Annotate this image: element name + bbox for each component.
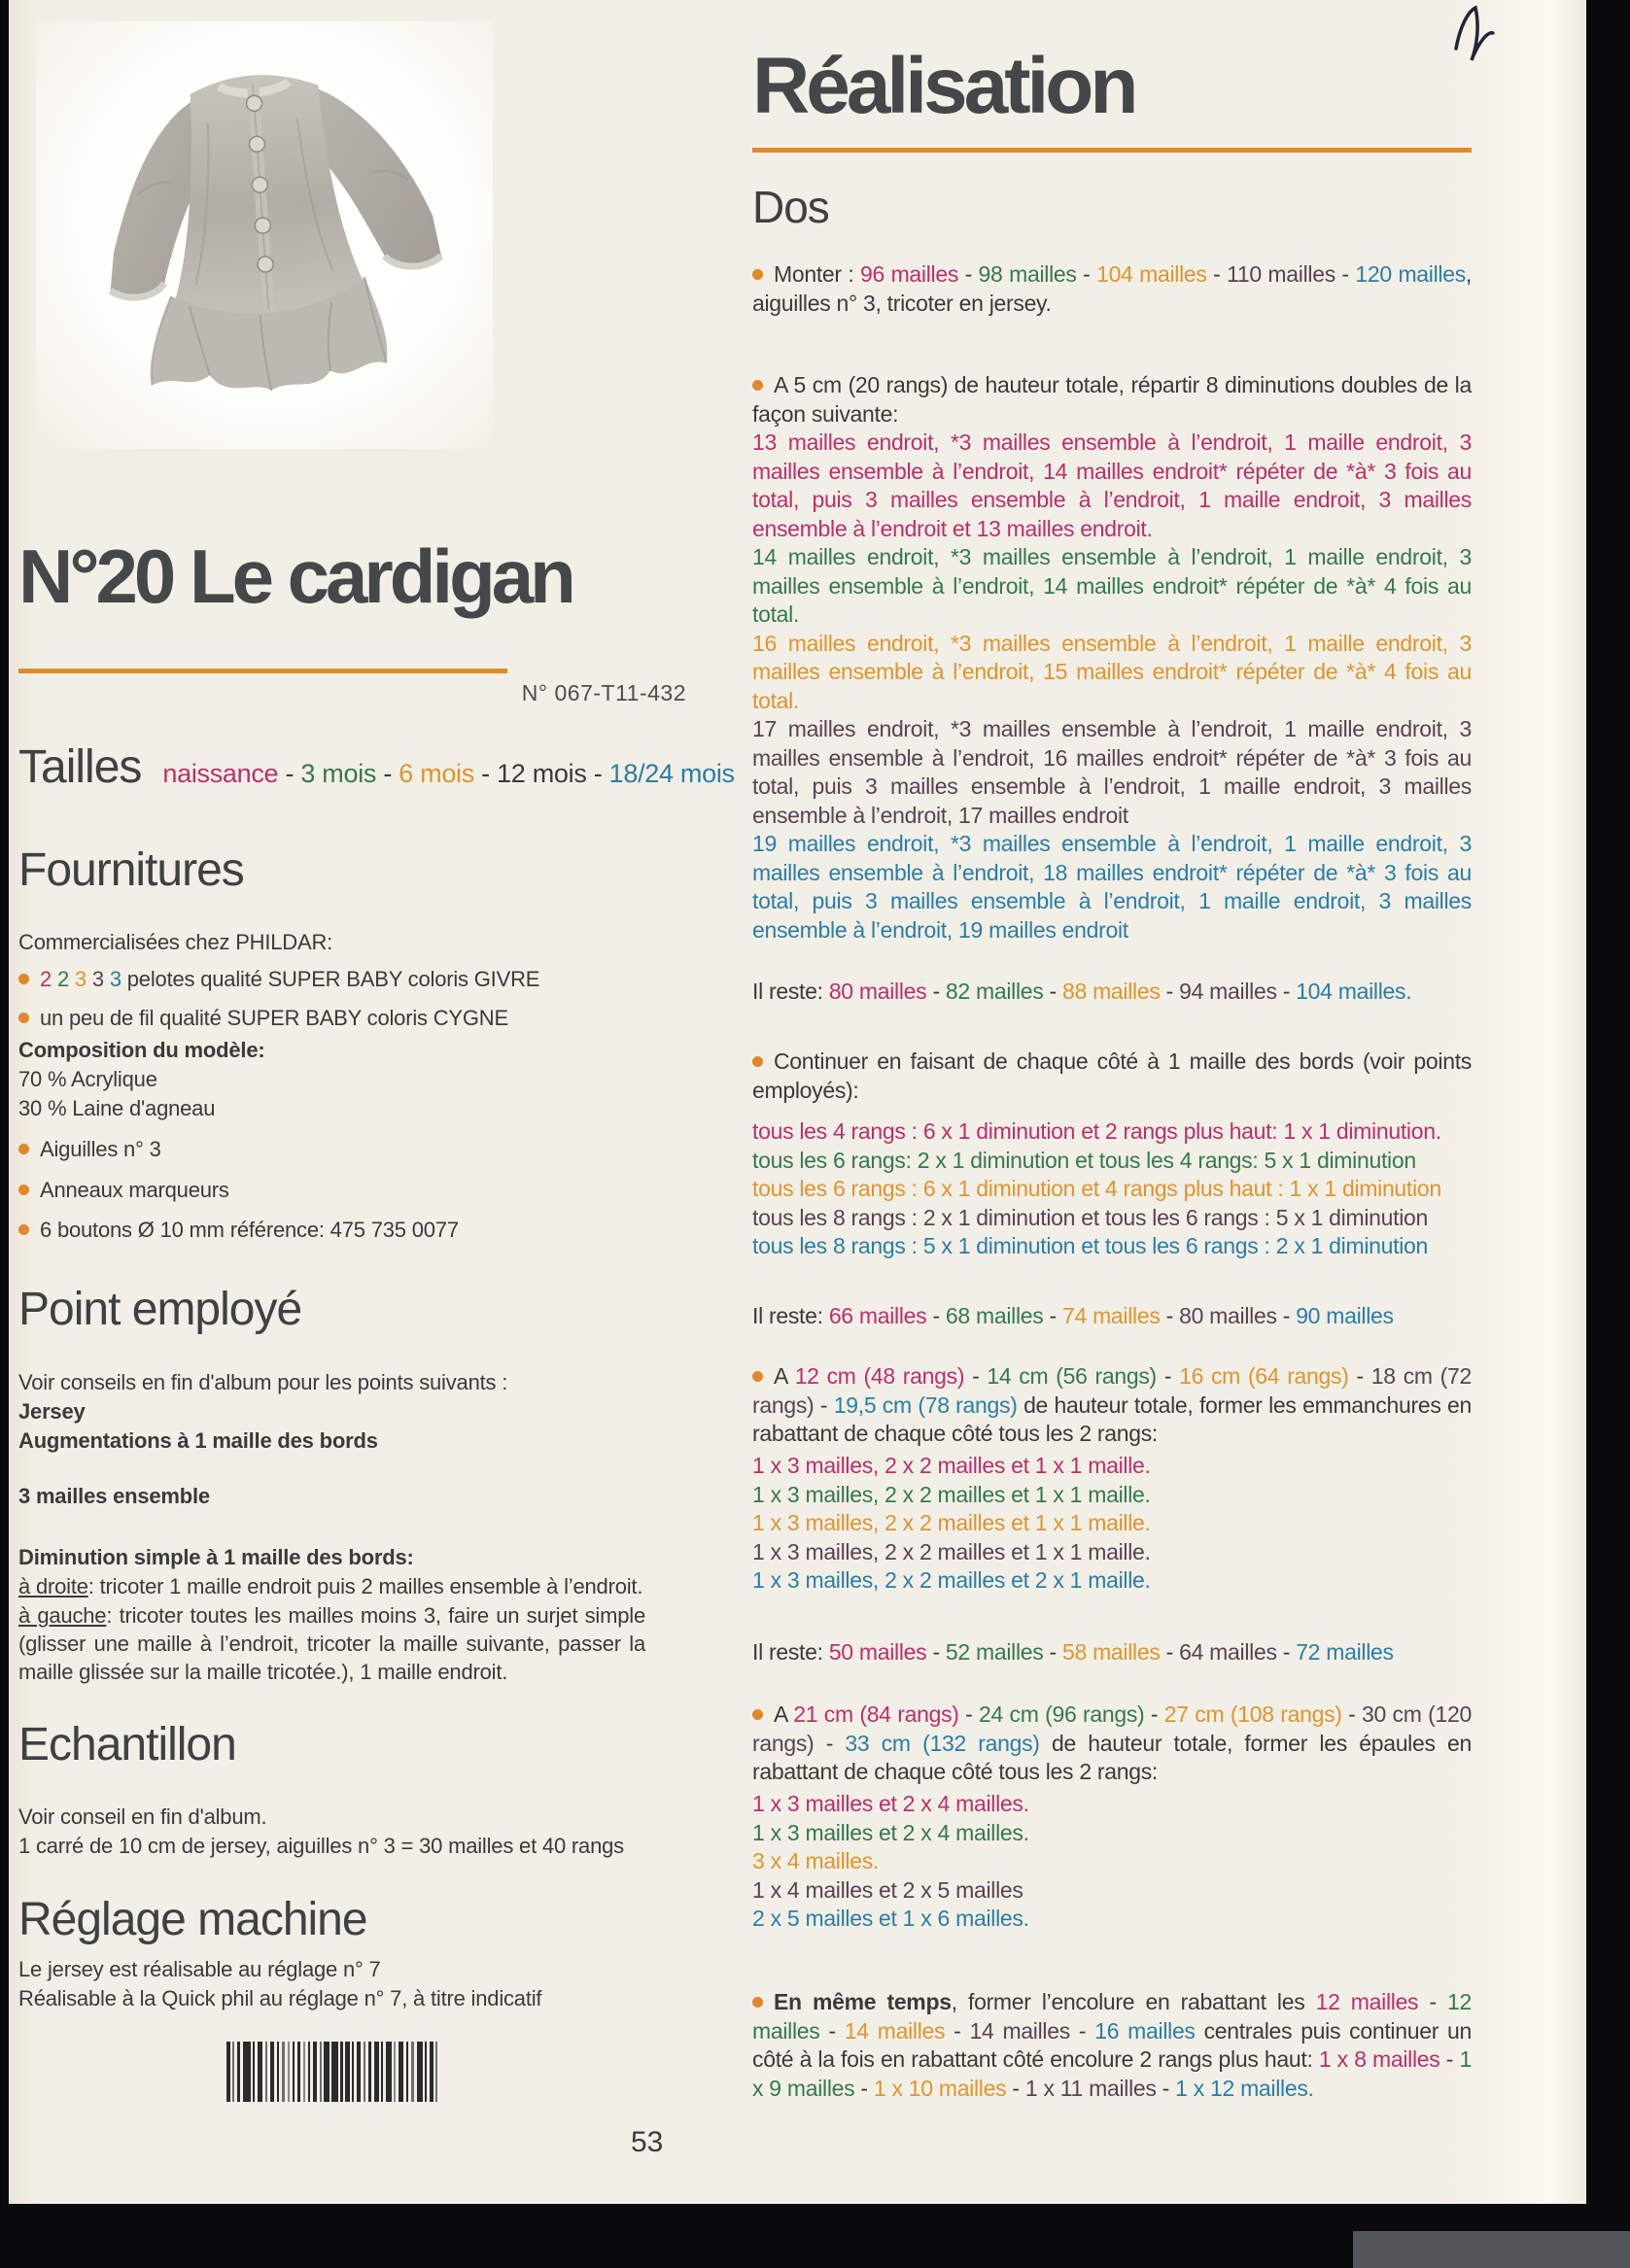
- a21-paragraph: A 21 cm (84 rangs) - 24 cm (96 rangs) - 27 cm (108 rangs) - 30 cm (120 rangs) - 33 cm (132 rangs) de hauteur totale, former les épaules en rabattant de chaque côté tous les 2 rangs:: [752, 1701, 1472, 1784]
- dim-6mois: tous les 6 rangs : 6 x 1 diminution et 4 rangs plus haut : 1 x 1 diminution: [752, 1176, 1441, 1201]
- a5-block-18-24mois: 19 mailles endroit, *3 mailles ensemble à l’endroit, 1 maille endroit, 3 mailles ensemble à l’endroit, 18 mailles endroit* répéter de *à* 3 fois au total, puis 3 mailles ensemble à l’endroit, 1 maille endroit, 3 mailles ensemble à l’endroit, 19 mailles endroit: [752, 831, 1472, 943]
- a5-section: [752, 371, 1472, 945]
- dos-heading: Dos: [752, 182, 829, 232]
- decrease-left: à gauche: tricoter toutes les mailles moins 3, faire un surjet simple (glisser une maille à l’endroit, tricoter la maille suivante, passer la maille glissée sur la maille tricotée.), 1 maille endroit.: [18, 1603, 645, 1684]
- epaule-lines: [752, 1790, 1472, 1934]
- machine-line2: Réalisable à la Quick phil au réglage n° 7, à titre indicatif: [18, 1986, 542, 2010]
- composition-label: Composition du modèle:: [18, 1038, 265, 1062]
- supplies-heading: Fournitures: [18, 844, 244, 896]
- next-page-edge: [1353, 2231, 1630, 2268]
- pattern-reference: N° 067-T11-432: [521, 680, 686, 705]
- realisation-rule: [752, 148, 1472, 153]
- page-number: 53: [631, 2126, 664, 2158]
- title-rule: [18, 669, 507, 673]
- gauge-line2: 1 carré de 10 cm de jersey, aiguilles n° 3 = 30 mailles et 40 rangs: [18, 1834, 624, 1858]
- stitch-bold1: Jersey: [18, 1399, 86, 1424]
- sizes-heading: Tailles: [18, 741, 142, 793]
- decrease-heading: Diminution simple à 1 maille des bords:: [18, 1545, 414, 1569]
- composition-line1: 70 % Acrylique: [18, 1067, 157, 1091]
- stitch-bold2: Augmentations à 1 maille des bords: [18, 1428, 378, 1453]
- supplies-pelotes: 2 2 3 3 3 pelotes qualité SUPER BABY coloris GIVRE: [18, 965, 539, 993]
- a5-block-naissance: 13 mailles endroit, *3 mailles ensemble à l’endroit, 1 maille endroit, 3 mailles ensemble à l’endroit, 14 mailles endroit* répéter de *à* 3 fois au total, puis 3 mailles ensemble à l’endroit, 1 maille endroit, 3 mailles ensemble à l’endroit et 13 mailles endroit.: [752, 430, 1472, 541]
- machine-heading: Réglage machine: [18, 1894, 367, 1945]
- realisation-heading: Réalisation: [752, 42, 1135, 130]
- bullet-icon: [18, 1144, 29, 1154]
- dim-12mois: tous les 8 rangs : 2 x 1 diminution et tous les 6 rangs : 5 x 1 diminution: [752, 1204, 1429, 1230]
- composition-line2: 30 % Laine d'agneau: [18, 1096, 216, 1120]
- il-reste-1: Il reste: 80 mailles - 82 mailles - 88 mailles - 94 mailles - 104 mailles.: [752, 979, 1412, 1004]
- a5-intro: A 5 cm (20 rangs) de hauteur totale, répartir 8 diminutions doubles de la façon suivante:: [752, 372, 1472, 427]
- ep-18-24mois: 2 x 5 mailles et 1 x 6 mailles.: [752, 1906, 1029, 1931]
- a5-block-6mois: 16 mailles endroit, *3 mailles ensemble à l’endroit, 1 maille endroit, 3 mailles ensemble à l’endroit, 15 mailles endroit* répéter de *à* 4 fois au total.: [752, 630, 1472, 713]
- bullet-icon: [752, 1056, 763, 1067]
- encolure-paragraph: En même temps, former l’encolure en rabattant les 12 mailles - 12 mailles - 14 mailles - 14 mailles - 16 mailles centrales puis continuer un côté à la fois en rabattant côté encolure 2 rangs plus haut: 1 x 8 mailles - 1 x 9 mailles - 1 x 10 mailles - 1 x 11 mailles - 1 x 12 mailles.: [752, 1989, 1473, 2101]
- ep-3mois: 1 x 3 mailles et 2 x 4 mailles.: [752, 1819, 1029, 1845]
- il-reste-2: Il reste: 66 mailles - 68 mailles - 74 mailles - 80 mailles - 90 mailles: [752, 1303, 1394, 1328]
- diminution-lines: [752, 1117, 1472, 1261]
- bullet-icon: [752, 1997, 763, 2008]
- bullet-icon: [18, 1224, 29, 1235]
- emm-6mois: 1 x 3 mailles, 2 x 2 mailles et 1 x 1 maille.: [752, 1510, 1151, 1535]
- handwritten-pen-mark: [1439, 2, 1507, 70]
- sizes-line: naissance - 3 mois - 6 mois - 12 mois - 18/24 mois: [162, 759, 735, 788]
- sizes-section: [18, 740, 735, 794]
- bullet-icon: [752, 269, 763, 280]
- emm-18-24mois: 1 x 3 mailles, 2 x 2 mailles et 2 x 1 maille.: [752, 1567, 1151, 1593]
- ep-12mois: 1 x 4 mailles et 2 x 5 mailles: [752, 1876, 1023, 1903]
- bullet-icon: [18, 1013, 29, 1023]
- decrease-right: à droite: tricoter 1 maille endroit puis 2 mailles ensemble à l’endroit.: [18, 1574, 643, 1598]
- ep-6mois: 3 x 4 mailles.: [752, 1848, 880, 1873]
- gauge-line1: Voir conseil en fin d'album.: [18, 1804, 267, 1829]
- il-reste-3: Il reste: 50 mailles - 52 mailles - 58 mailles - 64 mailles - 72 mailles: [752, 1639, 1394, 1665]
- continuer-paragraph: Continuer en faisant de chaque côté à 1 maille des bords (voir points employés):: [752, 1048, 1472, 1103]
- supplies-boutons: 6 boutons Ø 10 mm référence: 475 735 0077: [18, 1216, 459, 1244]
- emmanchure-lines: [752, 1452, 1472, 1596]
- a12-paragraph: A 12 cm (48 rangs) - 14 cm (56 rangs) - 16 cm (64 rangs) - 18 cm (72 rangs) - 19,5 cm (78 rangs) de hauteur totale, former les emmanchures en rabattant de chaque côté tous les 2 rangs:: [752, 1363, 1472, 1446]
- pattern-title: N°20 Le cardigan: [18, 533, 572, 619]
- a5-block-3mois: 14 mailles endroit, *3 mailles ensemble à l’endroit, 1 maille endroit, 3 mailles ensemble à l’endroit, 14 mailles endroit* répéter de *à* 4 fois au total.: [752, 544, 1472, 627]
- barcode: [226, 2042, 438, 2107]
- stitch-bold3: 3 mailles ensemble: [18, 1484, 210, 1508]
- scanned-page: [9, 0, 1586, 2204]
- ep-naissance: 1 x 3 mailles et 2 x 4 mailles.: [752, 1791, 1029, 1816]
- bullet-icon: [752, 380, 763, 391]
- monter-paragraph: Monter : 96 mailles - 98 mailles - 104 mailles - 110 mailles - 120 mailles, aiguilles n° 3, tricoter en jersey.: [752, 261, 1473, 316]
- bullet-icon: [18, 1185, 29, 1195]
- supplies-aiguilles: Aiguilles n° 3: [18, 1135, 161, 1163]
- stitch-intro: Voir conseils en fin d'album pour les points suivants :: [18, 1370, 508, 1394]
- supplies-anneaux: Anneaux marqueurs: [18, 1176, 229, 1204]
- cardigan-illustration: [36, 21, 493, 449]
- stitch-heading: Point employé: [18, 1284, 302, 1335]
- a5-block-12mois: 17 mailles endroit, *3 mailles ensemble à l’endroit, 1 maille endroit, 3 mailles ensemble à l’endroit, 16 mailles endroit* répéter de *à* 3 fois au total, puis 3 mailles ensemble à l’endroit, 1 maille endroit, 3 mailles ensemble à l’endroit, 17 mailles endroit: [752, 716, 1472, 828]
- dim-naissance: tous les 4 rangs : 6 x 1 diminution et 2 rangs plus haut: 1 x 1 diminution.: [752, 1118, 1441, 1144]
- bullet-icon: [752, 1371, 763, 1382]
- emm-12mois: 1 x 3 mailles, 2 x 2 mailles et 1 x 1 maille.: [752, 1538, 1151, 1564]
- machine-line1: Le jersey est réalisable au réglage n° 7: [18, 1957, 381, 1981]
- bullet-icon: [18, 974, 29, 984]
- dim-18-24mois: tous les 8 rangs : 5 x 1 diminution et tous les 6 rangs : 2 x 1 diminution: [752, 1233, 1429, 1258]
- bullet-icon: [752, 1709, 763, 1720]
- emm-naissance: 1 x 3 mailles, 2 x 2 mailles et 1 x 1 maille.: [752, 1453, 1151, 1478]
- gauge-heading: Echantillon: [18, 1719, 236, 1770]
- dim-3mois: tous les 6 rangs: 2 x 1 diminution et tous les 4 rangs: 5 x 1 diminution: [752, 1147, 1416, 1173]
- supplies-intro: Commercialisées chez PHILDAR:: [18, 930, 333, 954]
- cardigan-photo: [36, 21, 493, 449]
- supplies-fil: un peu de fil qualité SUPER BABY coloris CYGNE: [18, 1004, 508, 1032]
- emm-3mois: 1 x 3 mailles, 2 x 2 mailles et 1 x 1 maille.: [752, 1481, 1151, 1507]
